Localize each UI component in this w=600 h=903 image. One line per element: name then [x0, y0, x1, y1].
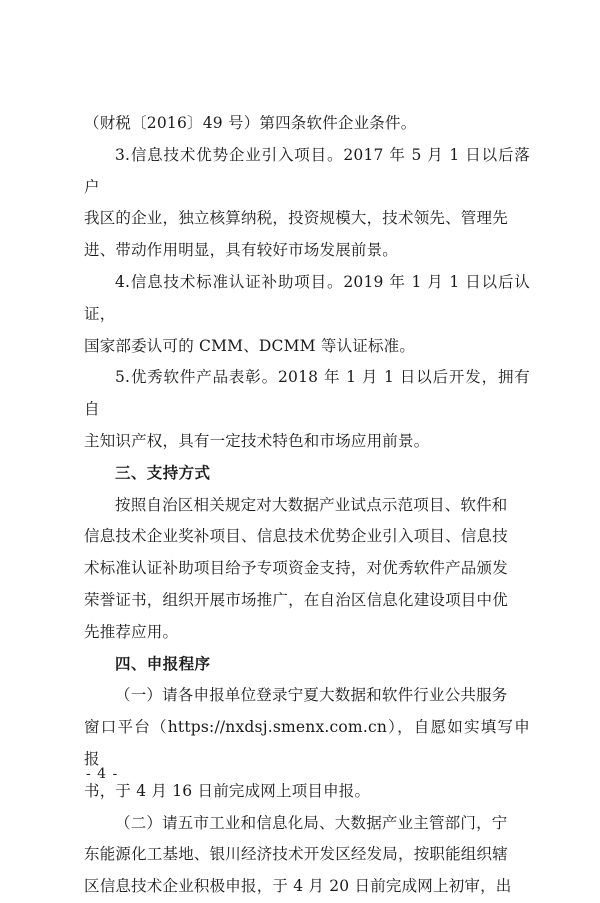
text-line: 窗口平台（https://nxdsj.smenx.com.cn），自愿如实填写申报: [84, 718, 530, 768]
paragraph-continuation: [84, 108, 530, 140]
text-line: （一）请各申报单位登录宁夏大数据和软件行业公共服务: [115, 686, 508, 705]
paragraph-procedure-1: [84, 680, 530, 807]
text-line: 术标准认证补助项目给予专项资金支持，对优秀软件产品颁发: [84, 559, 508, 578]
text-line: 3.信息技术优势企业引入项目。2017 年 5 月 1 日以后落户: [84, 145, 530, 196]
text-line: 主知识产权，具有一定技术特色和市场应用前景。: [84, 431, 430, 450]
paragraph-item-3: [84, 140, 530, 267]
text-line: 区信息技术企业积极申报，于 4 月 20 日前完成网上初审，出: [84, 877, 512, 896]
text-line: 4.信息技术标准认证补助项目。2019 年 1 月 1 日以后认证，: [84, 272, 530, 323]
paragraph-item-5: [84, 362, 530, 457]
text-line: 先推荐应用。: [84, 622, 179, 641]
text-line: 按照自治区相关规定对大数据产业试点示范项目、软件和: [115, 495, 508, 514]
text-line: 我区的企业，独立核算纳税，投资规模大，技术领先、管理先: [84, 209, 508, 228]
text-line: 国家部委认可的 CMM、DCMM 等认证标准。: [84, 336, 416, 355]
text-line: （财税〔2016〕49 号）第四条软件企业条件。: [84, 114, 417, 132]
page-number: - 4 -: [86, 766, 119, 782]
paragraph-procedure-2: [84, 808, 530, 903]
text-line: 荣誉证书，组织开展市场推广，在自治区信息化建设项目中优: [84, 590, 508, 609]
paragraph-item-4: [84, 267, 530, 362]
text-line: 信息技术企业奖补项目、信息技术优势企业引入项目、信息技: [84, 527, 508, 546]
section-heading-support: 三、支持方式: [115, 463, 211, 482]
text-line: 东能源化工基地、银川经济技术开发区经发局，按职能组织辖: [84, 845, 508, 864]
section-heading-procedure: 四、申报程序: [115, 654, 211, 673]
text-line: 进、带动作用明显，具有较好市场发展前景。: [84, 241, 399, 260]
text-line: 书，于 4 月 16 日前完成网上项目申报。: [84, 781, 371, 800]
document-body: [84, 108, 530, 903]
text-line: （二）请五市工业和信息化局、大数据产业主管部门，宁: [115, 813, 508, 832]
paragraph-support: [84, 490, 530, 649]
text-line: 5.优秀软件产品表彰。2018 年 1 月 1 日以后开发，拥有自: [84, 368, 530, 419]
